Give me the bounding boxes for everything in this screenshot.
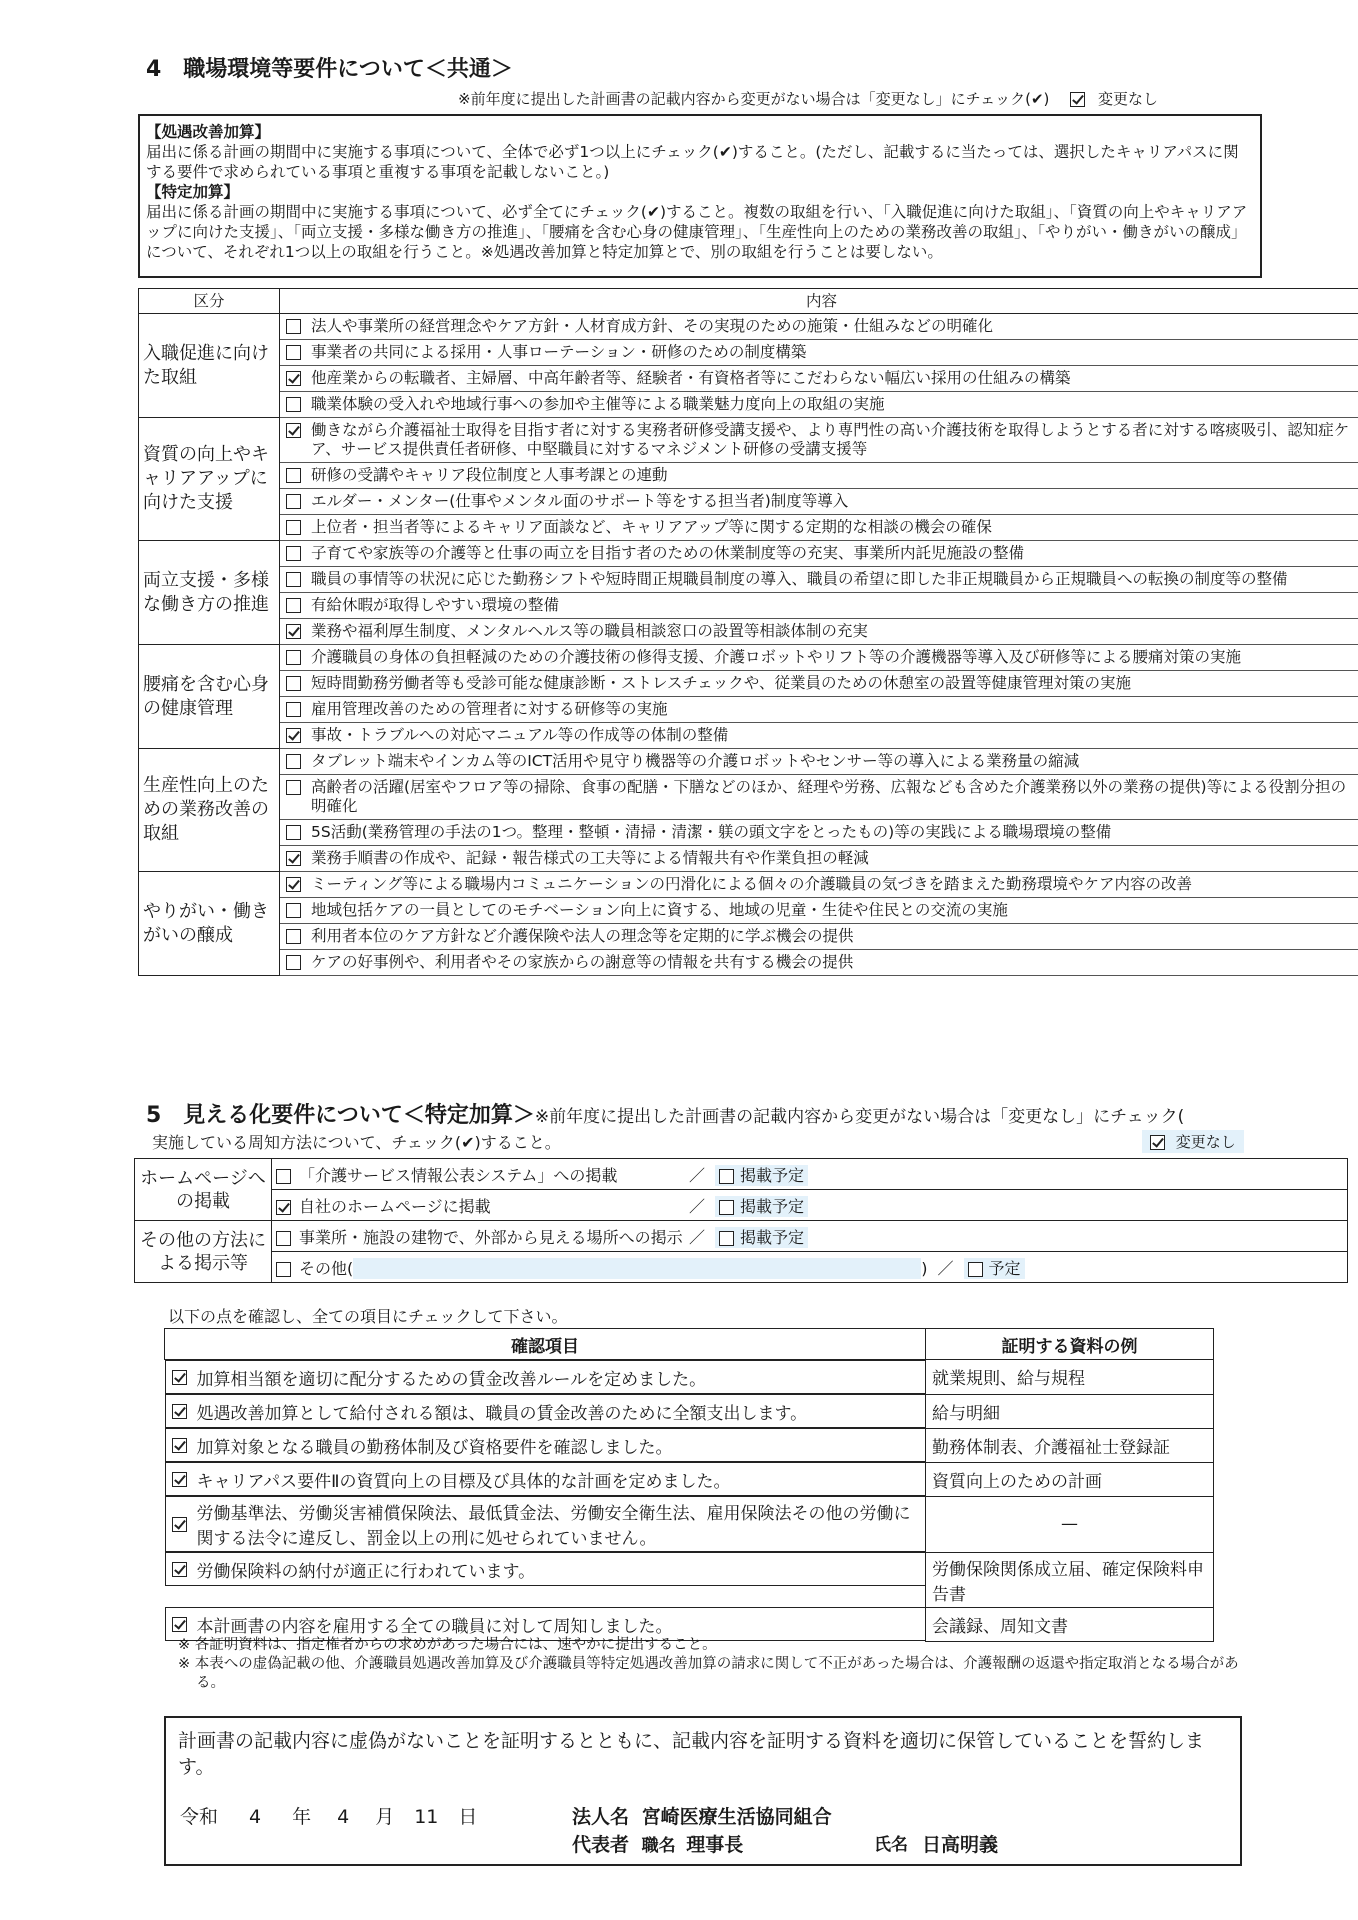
separator: ／ bbox=[689, 1196, 706, 1216]
declaration-date bbox=[180, 1802, 477, 1829]
confirm-row bbox=[165, 1360, 1214, 1395]
date-year: 4 bbox=[249, 1806, 262, 1828]
method-checkbox[interactable] bbox=[276, 1231, 291, 1246]
separator: ／ bbox=[937, 1258, 954, 1278]
section5-row bbox=[135, 1190, 1348, 1221]
plan-checkbox[interactable] bbox=[719, 1200, 734, 1215]
section4-row bbox=[139, 872, 1358, 898]
item-cell bbox=[280, 924, 1358, 950]
item-text: ミーティング等による職場内コミュニケーションの円滑化による個々の介護職員の気づきを踏まえた勤務環境やケア内容の改善 bbox=[311, 875, 1193, 893]
section4-info-box bbox=[138, 114, 1262, 278]
section5-nochange-label: 変更なし bbox=[1175, 1133, 1236, 1151]
confirm-checkbox[interactable] bbox=[172, 1472, 187, 1487]
other-blank-field[interactable] bbox=[353, 1258, 921, 1279]
section4-row bbox=[139, 567, 1358, 593]
category-cell: やりがい・働きがいの醸成 bbox=[139, 872, 280, 976]
item-checkbox[interactable] bbox=[286, 851, 301, 866]
item-cell bbox=[280, 723, 1358, 749]
item-row bbox=[280, 593, 1358, 618]
section4-row bbox=[139, 924, 1358, 950]
section4-row bbox=[139, 463, 1358, 489]
item-cell bbox=[280, 593, 1358, 619]
item-cell bbox=[280, 515, 1358, 541]
confirm-doc-cell: 給与明細 bbox=[926, 1394, 1214, 1428]
section5-note: ※前年度に提出した計画書の記載内容から変更がない場合は「変更なし」にチェック( bbox=[534, 1107, 1185, 1127]
item-row bbox=[280, 723, 1358, 748]
section4-note-text: ※前年度に提出した計画書の記載内容から変更がない場合は「変更なし」にチェック(✔) bbox=[458, 90, 1050, 108]
item-row bbox=[280, 418, 1358, 462]
category-cell: 両立支援・多様な働き方の推進 bbox=[139, 541, 280, 645]
item-text: 法人や事業所の経営理念やケア方針・人材育成方針、その実現のための施策・仕組みなどの明確化 bbox=[311, 317, 994, 335]
section4-row bbox=[139, 775, 1358, 820]
section4-table bbox=[138, 288, 1358, 976]
section5-nochange bbox=[1142, 1130, 1244, 1153]
item-row bbox=[280, 898, 1358, 923]
info-heading-shogu: 【処遇改善加算】 bbox=[146, 123, 271, 141]
confirm-item-cell bbox=[165, 1394, 926, 1428]
item-cell bbox=[280, 541, 1358, 567]
confirm-item-text: 加算対象となる職員の勤務体制及び資格要件を確認しました。 bbox=[196, 1437, 673, 1458]
section4-row bbox=[139, 898, 1358, 924]
section5-row bbox=[135, 1159, 1348, 1190]
plan-checkbox[interactable] bbox=[968, 1262, 983, 1277]
item-row bbox=[280, 671, 1358, 696]
plan-option bbox=[964, 1258, 1025, 1279]
item-text: タブレット端末やインカム等のICT活用や見守り機器等の介護ロボットやセンサー等の導入による業務量の縮減 bbox=[311, 752, 1080, 770]
item-checkbox[interactable] bbox=[286, 728, 301, 743]
item-cell bbox=[280, 463, 1358, 489]
section4-row bbox=[139, 950, 1358, 976]
item-cell bbox=[280, 697, 1358, 723]
confirm-table bbox=[164, 1328, 1214, 1642]
item-cell bbox=[280, 950, 1358, 976]
col-content-header: 内容 bbox=[280, 289, 1358, 314]
plan-label: 予定 bbox=[988, 1258, 1021, 1278]
item-cell bbox=[280, 619, 1358, 645]
item-text: 上位者・担当者等によるキャリア面談など、キャリアアップ等に関する定期的な相談の機会の確保 bbox=[311, 518, 992, 536]
category-cell: 腰痛を含む心身の健康管理 bbox=[139, 645, 280, 749]
declaration-box bbox=[164, 1716, 1242, 1866]
item-text: 利用者本位のケア方針など介護保険や法人の理念等を定期的に学ぶ機会の提供 bbox=[311, 927, 854, 945]
item-checkbox[interactable] bbox=[286, 929, 301, 944]
item-cell bbox=[280, 392, 1358, 418]
item-text: 5S活動(業務管理の手法の1つ。整理・整頓・清掃・清潔・躾の頭文字をとったもの)等の実践による職場環境の整備 bbox=[311, 823, 1112, 841]
item-checkbox[interactable] bbox=[286, 319, 301, 334]
item-text: 業務や福利厚生制度、メンタルヘルス等の職員相談窓口の設置等相談体制の充実 bbox=[311, 622, 868, 640]
item-cell bbox=[280, 489, 1358, 515]
date-day-unit: 日 bbox=[458, 1806, 478, 1828]
method-item-cell bbox=[272, 1252, 1348, 1283]
section4-row bbox=[139, 593, 1358, 619]
confirm-row bbox=[165, 1394, 1214, 1428]
item-checkbox[interactable] bbox=[286, 825, 301, 840]
category-cell: 入職促進に向けた取組 bbox=[139, 314, 280, 418]
item-checkbox[interactable] bbox=[286, 780, 301, 795]
item-row bbox=[280, 567, 1358, 592]
section4-row bbox=[139, 340, 1358, 366]
rep-title-label: 職名 bbox=[641, 1836, 676, 1856]
item-text: 介護職員の身体の負担軽減のための介護技術の修得支援、介護ロボットやリフト等の介護機器等導入及び研修等による腰痛対策の実施 bbox=[311, 648, 1242, 666]
section4-row bbox=[139, 418, 1358, 463]
confirm-row bbox=[165, 1496, 1214, 1552]
method-text: 事業所・施設の建物で、外部から見える場所への掲示 bbox=[299, 1227, 683, 1247]
plan-option bbox=[715, 1196, 808, 1217]
separator: ／ bbox=[689, 1227, 706, 1247]
item-text: 職員の事情等の状況に応じた勤務シフトや短時間正規職員制度の導入、職員の希望に即した非正規職員から正規職員への転換の制度等の整備 bbox=[311, 570, 1288, 588]
section4-title: 4 職場環境等要件について＜共通＞ bbox=[146, 57, 513, 82]
confirm-checkbox[interactable] bbox=[172, 1562, 187, 1577]
item-checkbox[interactable] bbox=[286, 955, 301, 970]
rep-name-value: 日高明義 bbox=[922, 1834, 999, 1856]
date-month: 4 bbox=[337, 1806, 350, 1828]
plan-option bbox=[715, 1165, 808, 1186]
item-checkbox[interactable] bbox=[286, 877, 301, 892]
item-checkbox[interactable] bbox=[286, 598, 301, 613]
section5-row bbox=[135, 1252, 1348, 1283]
section4-row bbox=[139, 366, 1358, 392]
confirm-row bbox=[165, 1552, 1214, 1607]
item-text: 地域包括ケアの一員としてのモチベーション向上に資する、地域の児童・生徒や住民との交流の実施 bbox=[311, 901, 1008, 919]
item-text: 雇用管理改善のための管理者に対する研修等の実施 bbox=[311, 700, 668, 718]
item-checkbox[interactable] bbox=[286, 345, 301, 360]
confirm-item-cell bbox=[165, 1462, 926, 1496]
category-cell: 資質の向上やキャリアアップに向けた支援 bbox=[139, 418, 280, 541]
item-row bbox=[280, 950, 1358, 975]
plan-checkbox[interactable] bbox=[719, 1169, 734, 1184]
confirm-intro: 以下の点を確認し、全ての項目にチェックして下さい。 bbox=[168, 1307, 568, 1326]
item-row bbox=[280, 392, 1358, 417]
item-row bbox=[280, 366, 1358, 391]
item-row bbox=[280, 846, 1358, 871]
section4-row bbox=[139, 489, 1358, 515]
plan-option bbox=[715, 1227, 808, 1248]
item-checkbox[interactable] bbox=[286, 494, 301, 509]
section5-table bbox=[134, 1158, 1348, 1283]
item-cell bbox=[280, 872, 1358, 898]
date-era: 令和 bbox=[180, 1806, 219, 1828]
section5-instruction: 実施している周知方法について、チェック(✔)すること。 bbox=[152, 1133, 561, 1152]
section5-title: 5 見える化要件について＜特定加算＞ bbox=[146, 1103, 535, 1128]
item-text: 業務手順書の作成や、記録・報告様式の工夫等による情報共有や作業負担の軽減 bbox=[311, 849, 869, 867]
item-cell bbox=[280, 567, 1358, 593]
item-cell bbox=[280, 898, 1358, 924]
item-checkbox[interactable] bbox=[286, 423, 301, 438]
confirm-item-cell bbox=[165, 1496, 926, 1552]
plan-label: 掲載予定 bbox=[740, 1196, 805, 1216]
item-checkbox[interactable] bbox=[286, 903, 301, 918]
section4-nochange-label: 変更なし bbox=[1097, 90, 1158, 108]
confirm-item-text: 労働基準法、労働災害補償保険法、最低賃金法、労働安全衛生法、雇用保険法その他の労働に関する法令に違反し、罰金以上の刑に処せられていません。 bbox=[196, 1504, 911, 1549]
item-cell bbox=[280, 846, 1358, 872]
confirm-notes bbox=[178, 1636, 1258, 1693]
item-row bbox=[280, 697, 1358, 722]
item-row bbox=[280, 924, 1358, 949]
method-checkbox[interactable] bbox=[276, 1262, 291, 1277]
method-text: その他( bbox=[299, 1258, 354, 1278]
method-item-cell bbox=[272, 1221, 1348, 1252]
item-text: 職業体験の受入れや地域行事への参加や主催等による職業魅力度向上の取組の実施 bbox=[311, 395, 885, 413]
confirm-item-text: 本計画書の内容を雇用する全ての職員に対して周知しました。 bbox=[196, 1616, 673, 1637]
declaration-text: 計画書の記載内容に虚偽がないことを証明するとともに、記載内容を証明する資料を適切に保管していることを誓約します。 bbox=[178, 1730, 1205, 1778]
section5-row bbox=[135, 1221, 1348, 1252]
section5-header bbox=[146, 1098, 1184, 1129]
confirm-doc-cell: 資質向上のための計画 bbox=[926, 1462, 1214, 1496]
section4-row bbox=[139, 820, 1358, 846]
corp-line bbox=[572, 1802, 832, 1829]
section4-row bbox=[139, 671, 1358, 697]
method-checkbox[interactable] bbox=[276, 1169, 291, 1184]
section4-row bbox=[139, 541, 1358, 567]
confirm-item-cell bbox=[165, 1360, 926, 1394]
item-text: 子育てや家族等の介護等と仕事の両立を目指す者のための休業制度等の充実、事業所内託児施設の整備 bbox=[311, 544, 1025, 562]
item-checkbox[interactable] bbox=[286, 520, 301, 535]
section4-row bbox=[139, 645, 1358, 671]
section4-row bbox=[139, 314, 1358, 340]
method-text: 自社のホームページに掲載 bbox=[299, 1196, 491, 1216]
confirm-item-text: キャリアパス要件Ⅱの資質向上の目標及び具体的な計画を定めました。 bbox=[196, 1471, 731, 1492]
item-checkbox[interactable] bbox=[286, 371, 301, 386]
item-row bbox=[280, 515, 1358, 540]
corp-name: 宮崎医療生活協同組合 bbox=[641, 1806, 832, 1828]
confirm-row bbox=[165, 1462, 1214, 1496]
item-text: 有給休暇が取得しやすい環境の整備 bbox=[311, 596, 560, 614]
rep-title-value: 理事長 bbox=[686, 1834, 744, 1856]
item-row bbox=[280, 775, 1358, 819]
item-row bbox=[280, 820, 1358, 845]
confirm-checkbox[interactable] bbox=[172, 1404, 187, 1419]
item-row bbox=[280, 749, 1358, 774]
confirm-item-text: 処遇改善加算として給付される額は、職員の賃金改善のために全額支出します。 bbox=[196, 1403, 808, 1424]
item-row bbox=[280, 463, 1358, 488]
plan-label: 掲載予定 bbox=[740, 1227, 805, 1247]
confirm-row bbox=[165, 1428, 1214, 1462]
item-text: 事故・トラブルへの対応マニュアル等の作成等の体制の整備 bbox=[311, 726, 729, 744]
info-text-tokutei: 届出に係る計画の期間中に実施する事項について、必ず全てにチェック(✔)すること。複数の取組を行い、「入職促進に向けた取組」、「資質の向上やキャリアアップに向けた支援」、「両立支援・多様な働き方の推進」、「腰痛を含む心身の健康管理」、「生産性向上のための業務改善の取組」、「やりがい・働きがいの醸成」について、それぞれ1つ以上の取組を行うこと。※処遇改善加算と特定加算とで、別の取組を行うことは要しない。 bbox=[146, 203, 1248, 261]
item-row bbox=[280, 645, 1358, 670]
item-text: 事業者の共同による採用・人事ローテーション・研修のための制度構築 bbox=[311, 343, 807, 361]
method-item-cell bbox=[272, 1159, 1348, 1190]
item-text: エルダー・メンター(仕事やメンタル面のサポート等をする担当者)制度等導入 bbox=[311, 492, 849, 510]
category-cell: 生産性向上のための業務改善の取組 bbox=[139, 749, 280, 872]
method-item-cell bbox=[272, 1190, 1348, 1221]
item-checkbox[interactable] bbox=[286, 702, 301, 717]
date-year-unit: 年 bbox=[292, 1806, 312, 1828]
confirm-col-item: 確認項目 bbox=[165, 1329, 926, 1360]
confirm-checkbox[interactable] bbox=[172, 1617, 187, 1632]
item-checkbox[interactable] bbox=[286, 624, 301, 639]
confirm-doc-cell: 労働保険関係成立届、確定保険料申告書 bbox=[926, 1552, 1214, 1607]
confirm-item-text: 加算相当額を適切に配分するための賃金改善ルールを定めました。 bbox=[196, 1369, 707, 1390]
method-checkbox[interactable] bbox=[276, 1200, 291, 1215]
separator: ／ bbox=[689, 1165, 706, 1185]
method-category-cell: ホームページへの掲載 bbox=[135, 1159, 272, 1221]
section4-nochange-checkbox[interactable] bbox=[1070, 92, 1085, 107]
item-cell bbox=[280, 749, 1358, 775]
section4-row bbox=[139, 723, 1358, 749]
item-text: 短時間勤務労働者等も受診可能な健康診断・ストレスチェックや、従業員のための休憩室の設置等健康管理対策の実施 bbox=[311, 674, 1131, 692]
item-cell bbox=[280, 820, 1358, 846]
confirm-doc-cell: 会議録、周知文書 bbox=[926, 1607, 1214, 1641]
item-checkbox[interactable] bbox=[286, 572, 301, 587]
item-row bbox=[280, 619, 1358, 644]
item-row bbox=[280, 872, 1358, 897]
rep-line bbox=[572, 1830, 1212, 1857]
corp-label: 法人名 bbox=[572, 1806, 630, 1828]
confirm-doc-cell: — bbox=[926, 1496, 1214, 1552]
item-checkbox[interactable] bbox=[286, 546, 301, 561]
item-text: 働きながら介護福祉士取得を目指す者に対する実務者研修受講支援や、より専門性の高い介護技術を取得しようとする者に対する喀痰吸引、認知症ケア、サービス提供責任者研修、中堅職員に対するマネジメント研修の受講支援等 bbox=[311, 421, 1350, 458]
item-text: 研修の受講やキャリア段位制度と人事考課との連動 bbox=[311, 466, 668, 484]
item-cell bbox=[280, 366, 1358, 392]
date-day: 11 bbox=[414, 1806, 439, 1828]
section4-row bbox=[139, 697, 1358, 723]
item-checkbox[interactable] bbox=[286, 676, 301, 691]
confirm-note-1: ※ 各証明資料は、指定権者からの求めがあった場合には、速やかに提出すること。 bbox=[178, 1637, 717, 1653]
item-text: 高齢者の活躍(居室やフロア等の掃除、食事の配膳・下膳などのほか、経理や労務、広報なども含めた介護業務以外の業務の提供)等による役割分担の明確化 bbox=[311, 778, 1347, 815]
confirm-note-2: ※ 本表への虚偽記載の他、介護職員処遇改善加算及び介護職員等特定処遇改善加算の請求に関して不正があった場合は、介護報酬の返還や指定取消となる場合がある。 bbox=[178, 1656, 1239, 1691]
item-row bbox=[280, 340, 1358, 365]
confirm-checkbox[interactable] bbox=[172, 1438, 187, 1453]
section4-note bbox=[458, 88, 1158, 109]
plan-checkbox[interactable] bbox=[719, 1231, 734, 1246]
info-text-shogu: 届出に係る計画の期間中に実施する事項について、全体で必ず1つ以上にチェック(✔)すること。(ただし、記載するに当たっては、選択したキャリアパスに関する要件で求められている事項と重複する事項を記載しないこと。) bbox=[146, 143, 1239, 181]
confirm-checkbox[interactable] bbox=[172, 1517, 187, 1532]
section4-row bbox=[139, 392, 1358, 418]
confirm-col-doc: 証明する資料の例 bbox=[926, 1329, 1214, 1360]
item-text: ケアの好事例や、利用者やその家族からの謝意等の情報を共有する機会の提供 bbox=[311, 953, 854, 971]
method-text: 「介護サービス情報公表システム」への掲載 bbox=[299, 1165, 618, 1185]
confirm-checkbox[interactable] bbox=[172, 1370, 187, 1385]
other-close-paren: ) bbox=[921, 1258, 928, 1278]
rep-name-label: 氏名 bbox=[874, 1835, 908, 1855]
confirm-doc-cell: 勤務体制表、介護福祉士登録証 bbox=[926, 1428, 1214, 1462]
item-row bbox=[280, 489, 1358, 514]
section4-row bbox=[139, 846, 1358, 872]
item-row bbox=[280, 314, 1358, 339]
item-cell bbox=[280, 775, 1358, 820]
item-text: 他産業からの転職者、主婦層、中高年齢者等、経験者・有資格者等にこだわらない幅広い採用の仕組みの構築 bbox=[311, 369, 1071, 387]
item-row bbox=[280, 541, 1358, 566]
item-checkbox[interactable] bbox=[286, 650, 301, 665]
item-cell bbox=[280, 671, 1358, 697]
date-month-unit: 月 bbox=[375, 1806, 395, 1828]
confirm-item-text: 労働保険料の納付が適正に行われています。 bbox=[196, 1561, 536, 1582]
col-category-header: 区分 bbox=[139, 289, 280, 314]
confirm-item-cell bbox=[165, 1552, 926, 1586]
section4-row bbox=[139, 749, 1358, 775]
item-cell bbox=[280, 340, 1358, 366]
item-checkbox[interactable] bbox=[286, 754, 301, 769]
item-cell bbox=[280, 645, 1358, 671]
item-cell bbox=[280, 418, 1358, 463]
section4-row bbox=[139, 619, 1358, 645]
item-checkbox[interactable] bbox=[286, 468, 301, 483]
method-category-cell: その他の方法による掲示等 bbox=[135, 1221, 272, 1283]
item-cell bbox=[280, 314, 1358, 340]
item-checkbox[interactable] bbox=[286, 397, 301, 412]
section5-nochange-checkbox[interactable] bbox=[1150, 1135, 1165, 1150]
plan-label: 掲載予定 bbox=[740, 1165, 805, 1185]
rep-label: 代表者 bbox=[572, 1834, 630, 1856]
confirm-doc-cell: 就業規則、給与規程 bbox=[926, 1360, 1214, 1395]
info-heading-tokutei: 【特定加算】 bbox=[146, 183, 240, 201]
confirm-item-cell bbox=[165, 1428, 926, 1462]
section4-row bbox=[139, 515, 1358, 541]
